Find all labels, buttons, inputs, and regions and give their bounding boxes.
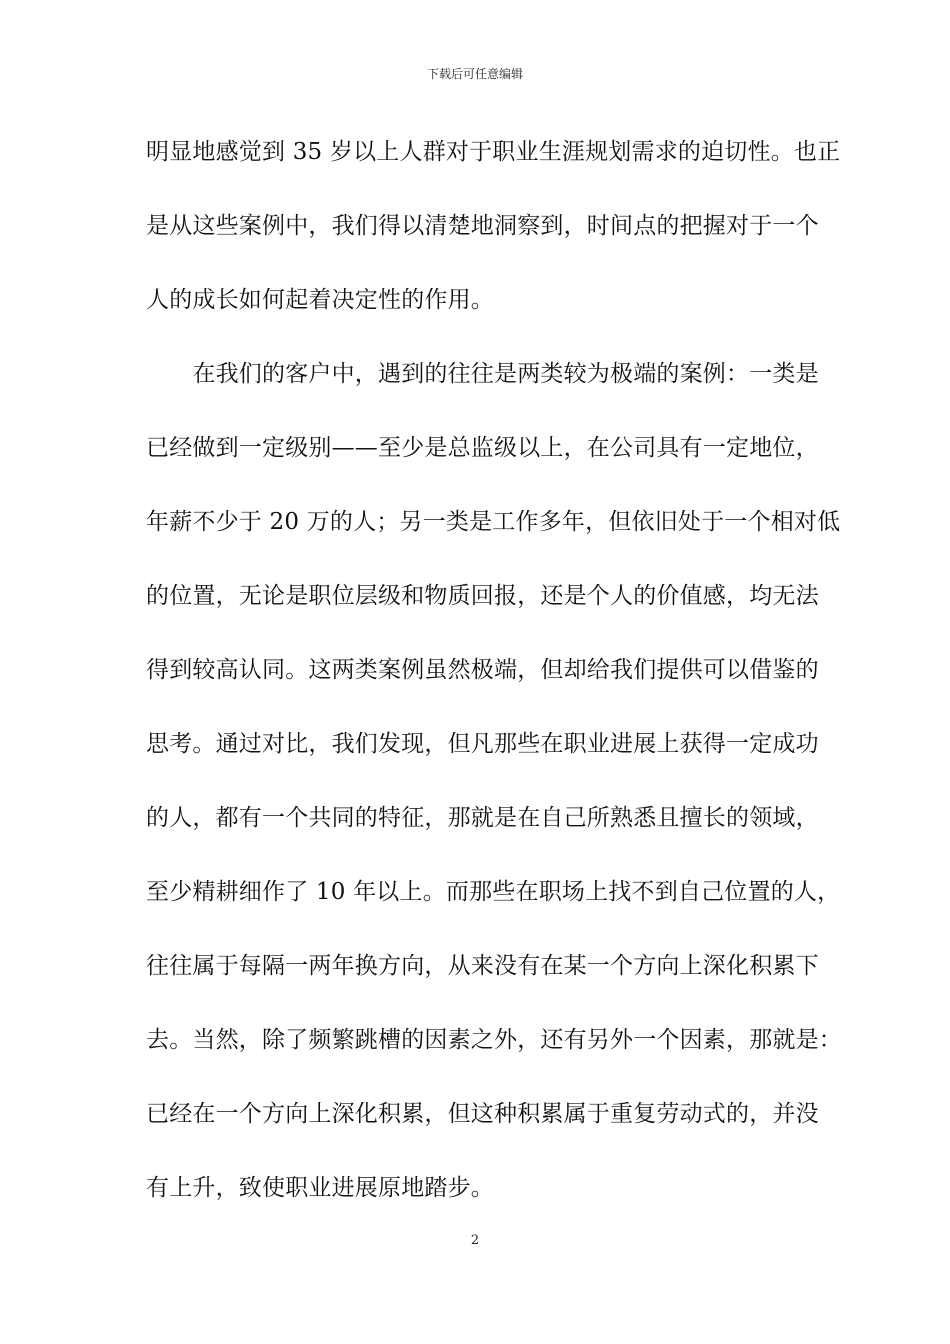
- body-line: 是从这些案例中，我们得以清楚地洞察到，时间点的把握对于一个: [146, 213, 819, 239]
- body-line: 在我们的客户中，遇到的往往是两类较为极端的案例：一类是: [146, 361, 819, 387]
- body-line: 去。当然，除了频繁跳槽的因素之外，还有另外一个因素，那就是：: [146, 1027, 842, 1053]
- body-line: 得到较高认同。这两类案例虽然极端，但却给我们提供可以借鉴的: [146, 657, 819, 683]
- document-body: [146, 132, 842, 1242]
- body-line: 人的成长如何起着决定性的作用。: [146, 287, 494, 313]
- page-header: 下载后可任意编辑: [426, 67, 523, 81]
- body-line: 往往属于每隔一两年换方向，从来没有在某一个方向上深化积累下: [146, 953, 819, 979]
- body-line: 明显地感觉到 35 岁以上人群对于职业生涯规划需求的迫切性。也正: [146, 139, 841, 165]
- body-line: 年薪不少于 20 万的人；另一类是工作多年，但依旧处于一个相对低: [146, 509, 841, 535]
- body-line: 的位置，无论是职位层级和物质回报，还是个人的价值感，均无法: [146, 583, 819, 609]
- body-line: 已经在一个方向上深化积累，但这种积累属于重复劳动式的，并没: [146, 1101, 819, 1127]
- body-line: 思考。通过对比，我们发现，但凡那些在职业进展上获得一定成功: [146, 731, 819, 757]
- page-number: 2: [470, 1233, 480, 1248]
- body-line: 的人，都有一个共同的特征，那就是在自己所熟悉且擅长的领域，: [146, 805, 819, 831]
- body-line: 已经做到一定级别——至少是总监级以上，在公司具有一定地位，: [146, 435, 819, 461]
- body-line: 至少精耕细作了 10 年以上。而那些在职场上找不到自己位置的人，: [146, 879, 841, 905]
- body-line: 有上升，致使职业进展原地踏步。: [146, 1175, 494, 1201]
